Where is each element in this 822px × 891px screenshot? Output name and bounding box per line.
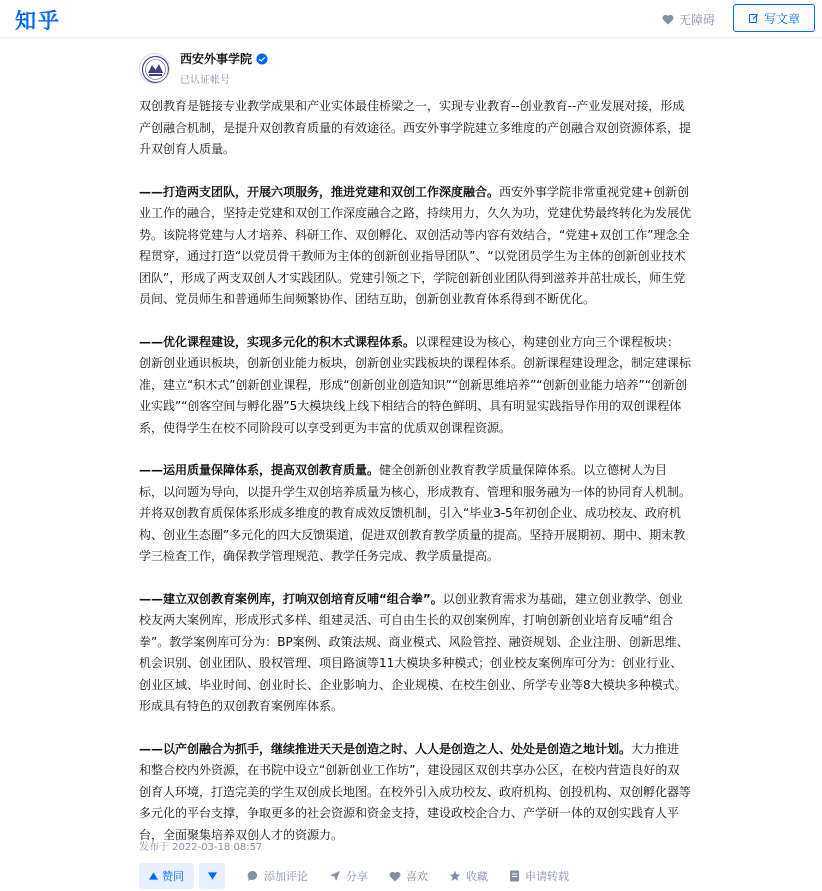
triangle-down-icon	[208, 872, 217, 880]
favorite-button[interactable]	[449, 868, 488, 884]
accessibility-label: 无障碍	[679, 13, 716, 27]
like-button[interactable]	[389, 868, 428, 884]
article-paragraph-6	[139, 739, 691, 847]
vote-up-label: 赞同	[162, 870, 184, 883]
paragraph-2-heading: ——打造两支团队，开展六项服务，推进党建和双创工作深度融合。	[139, 184, 500, 199]
share-button[interactable]	[329, 868, 368, 884]
college-emblem-icon	[140, 54, 170, 84]
share-label: 分享	[346, 870, 368, 883]
document-icon	[509, 870, 520, 882]
article-paragraph-3	[139, 332, 691, 440]
star-icon	[449, 870, 461, 882]
accessibility-button[interactable]	[662, 11, 715, 28]
paragraph-5-text: 以创业教育需求为基础，建立创业教学、创业校友两大案例库，形成形式多样、组建灵活、可自由生长的双创案例库，打响创新创业培育反哺“组合拳”。教学案例库可分为：BP案例、政策法规、商业模式、风险管控、融资规划、企业注册、创新思维、机会识别、创业团队、股权管理、项目路演等11大模块多种模式；创业校友案例库可分为：创业行业、创业区域、毕业时间、创业时长、企业影响力、企业规模、在校生创业、所学专业等8大模块多种模式。形成具有特色的双创教育案例库体系。	[139, 591, 689, 713]
vote-down-button[interactable]	[199, 863, 225, 889]
vote-up-button[interactable]	[139, 863, 194, 889]
paragraph-3-heading: ——优化课程建设，实现多元化的积木式课程体系。	[139, 334, 416, 349]
author-card	[139, 51, 268, 85]
paragraph-2-text: 西安外事学院非常重视党建+创新创业工作的融合，坚持走党建和双创工作深度融合之路，持续用力，久久为功，党建优势最终转化为发展优势。该院将党建与人才培养、科研工作、双创孵化、双创活动等内容有效结合，“党建+双创工作”理念全程贯穿，通过打造“以党员骨干教师为主体的创新创业指导团队”、“以党团员学生为主体的创新创业技术团队”，形成了两支双创人才实践团队。党建引领之下，学院创新创业团队得到滋养并茁壮成长，师生党员间、党员师生和普通师生间频繁协作、团结互助，创新创业教育体系得到不断优化。	[139, 184, 692, 306]
edit-icon	[748, 12, 760, 24]
verified-badge-icon	[256, 53, 268, 65]
article-body	[139, 96, 691, 867]
action-bar	[139, 863, 569, 889]
triangle-up-icon	[149, 872, 158, 880]
repost-request-label: 申请转载	[525, 870, 569, 883]
article-paragraph-4	[139, 460, 691, 568]
paragraph-3-text: 以课程建设为核心，构建创业方向三个课程板块：创新创业通识板块，创新创业能力板块，创新创业实践板块的课程体系。创新课程建设理念，制定建课标准，建立“积木式”创新创业课程，形成“创新创业创造知识”“创新思维培养”“创新创业能力培养”“创新创业实践”“创客空间与孵化器”5大模块线上线下相结合的特色鲜明、具有明显实践指导作用的双创课程体系，使得学生在校不同阶段可以享受到更为丰富的优质双创课程资源。	[139, 334, 692, 435]
comment-label: 添加评论	[264, 870, 308, 883]
author-info	[180, 50, 268, 86]
repost-request-button[interactable]	[509, 868, 569, 884]
author-name-row	[180, 50, 268, 67]
top-navbar	[0, 0, 822, 38]
comment-icon	[247, 870, 259, 882]
zhihu-logo[interactable]: 知乎	[15, 9, 61, 33]
author-name[interactable]: 西安外事学院	[180, 52, 253, 66]
article-paragraph-5	[139, 589, 691, 718]
author-subtitle: 已认证帐号	[180, 75, 230, 86]
heart-icon	[389, 871, 401, 882]
write-article-label: 写文章	[763, 11, 800, 26]
write-article-button[interactable]	[733, 4, 815, 32]
comment-button[interactable]	[247, 868, 308, 884]
paragraph-6-heading: ——以产创融合为抓手，继续推进天天是创造之时、人人是创造之人、处处是创造之地计划。	[139, 741, 632, 756]
article-paragraph-1: 双创教育是链接专业教学成果和产业实体最佳桥梁之一，实现专业教育--创业教育--产业发展对接，形成产创融合机制，是提升双创教育质量的有效途径。西安外事学院建立多维度的产创融合双创资源体系，提升双创育人质量。	[139, 99, 692, 156]
heart-icon	[662, 14, 674, 25]
article-paragraph-2	[139, 182, 691, 311]
publish-time: 发布于 2022-03-18 08:57	[139, 842, 263, 853]
paragraph-4-heading: ——运用质量保障体系，提高双创教育质量。	[139, 463, 380, 477]
paragraph-4-text: 健全创新创业教育教学质量保障体系。以立德树人为目标，以问题为导向，以提升学生双创培养质量为核心，形成教育、管理和服务融为一体的协同育人机制。并将双创教育质保体系形成多维度的教育成效反馈机制，引入“毕业3-5年初创企业、成功校友、政府机构、创业生态圈”多元化的四大反馈渠道，促进双创教育教学质量的提高。坚持开展期初、期中、期末教学三检查工作，确保教学管理规范、教学任务完成、教学质量提高。	[139, 463, 692, 563]
paragraph-5-heading: ——建立双创教育案例库，打响双创培育反哺“组合拳”。	[139, 591, 443, 606]
favorite-label: 收藏	[466, 870, 488, 883]
like-label: 喜欢	[406, 870, 428, 883]
share-icon	[329, 870, 341, 882]
avatar[interactable]	[139, 53, 170, 84]
paragraph-6-text: 大力推进和整合校内外资源，在书院中设立“创新创业工作坊”，建设园区双创共享办公区，在校内营造良好的双创育人环境，打造完美的学生双创成长地图。在校外引入成功校友、政府机构、创投机构、双创孵化器等多元化的平台支撑，争取更多的社会资源和资金支持，建设政校企合力、产学研一体的双创实践育人平台，全面聚集培养双创人才的资源力。	[139, 741, 692, 842]
